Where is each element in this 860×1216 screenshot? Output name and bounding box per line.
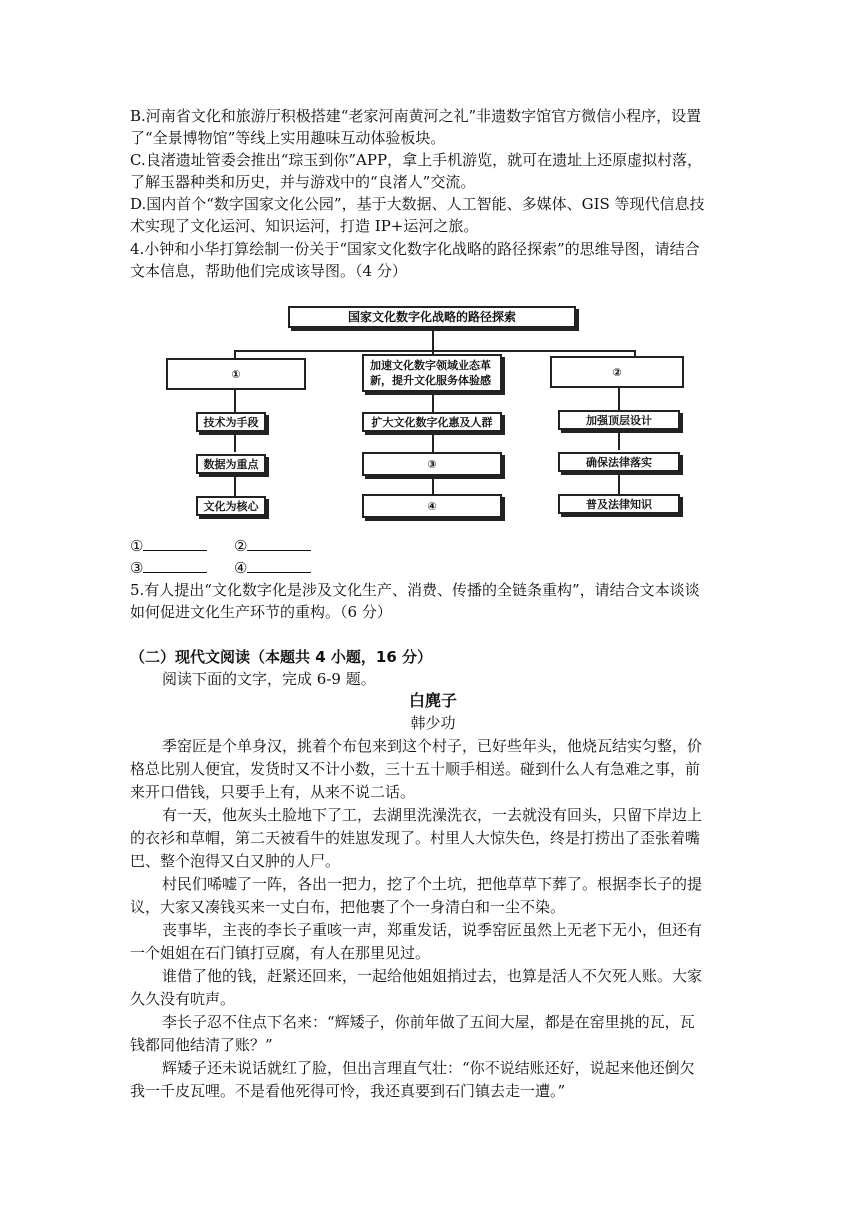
story-line: 有一天，他灰头土脸地下了工，去湖里洗澡洗衣，一去就没有回头，只留下岸边上: [162, 806, 703, 824]
option-c-line1: C.良渚遗址管委会推出“琮玉到你”APP，拿上手机游览，就可在遗址上还原虚拟村落，: [130, 151, 703, 169]
mind-map-left-head: ①: [166, 358, 306, 390]
answer-line-1[interactable]: [143, 536, 207, 551]
answer-line-2[interactable]: [247, 536, 311, 551]
mind-map-left-item-1: 技术为手段: [196, 412, 266, 432]
story-line: 谁借了他的钱，赶紧还回来，一起给他姐姐捎过去，也算是活人不欠死人账。大家: [162, 967, 703, 985]
story-line: 格总比别人便宜，发货时又不计小数，三十五十顺手相送。碰到什么人有急难之事，前: [130, 760, 701, 778]
option-d-line2: 术实现了文化运河、知识运河，打造 IP+运河之旅。: [130, 217, 479, 235]
mind-map-right-head: ②: [550, 356, 684, 388]
connector-branches: [234, 350, 634, 352]
connector-right-1: [618, 388, 620, 410]
mind-map-mid-item-2: ③: [362, 452, 502, 476]
mind-map-left-item-2: 数据为重点: [196, 454, 266, 474]
section-heading: （二）现代文阅读（本题共 4 小题，16 分）: [130, 648, 432, 666]
option-d-line1: D.国内首个“数字国家文化公园”，基于大数据、人工智能、多媒体、GIS 等现代信息技: [130, 195, 705, 213]
connector-mid-1: [432, 394, 434, 412]
connector-right-3: [618, 474, 620, 494]
story-line: 的衣衫和草帽，第二天被看牛的娃崽发现了。村里人大惊失色，终是打捞出了歪张着嘴: [130, 829, 701, 847]
answer-label-3: ③: [130, 559, 144, 577]
story-line: 李长子忍不住点下名来：“辉矮子，你前年做了五间大屋，都是在窑里挑的瓦，瓦: [162, 1013, 695, 1031]
story-line: 一个姐姐在石门镇打豆腐，有人在那里见过。: [130, 944, 431, 962]
story-author: 韩少功: [410, 714, 456, 732]
answer-label-1: ①: [130, 537, 144, 555]
connector-left-3: [234, 476, 236, 496]
option-c-line2: 了解玉器种类和历史，并与游戏中的“良渚人”交流。: [130, 173, 476, 191]
question-5-line2: 如何促进文化生产环节的重构。（6 分）: [130, 603, 392, 621]
mind-map: [160, 300, 700, 530]
story-line: 久久没有吭声。: [130, 990, 236, 1008]
mind-map-mid-item-3: ④: [362, 494, 502, 518]
story-title: 白麂子: [408, 691, 457, 710]
mind-map-right-item-1: 加强顶层设计: [558, 410, 680, 430]
story-line: 辉矮子还未说话就红了脸，但出言理直气壮：“你不说结账还好，说起来他还倒欠: [162, 1059, 695, 1077]
connector-left-1: [234, 390, 236, 412]
question-4-line1: 4.小钟和小华打算绘制一份关于“国家文化数字化战略的路径探索”的思维导图，请结合: [130, 240, 700, 258]
answer-blank-3[interactable]: [130, 558, 207, 578]
answer-blank-4[interactable]: [234, 558, 311, 578]
mind-map-mid-head: 加速文化数字领域业态革新，提升文化服务体验感: [362, 354, 502, 392]
answer-blank-1[interactable]: [130, 536, 207, 556]
mind-map-mid-item-1: 扩大文化数字化惠及人群: [362, 412, 502, 432]
story-line: 巴、整个泡得又白又肿的人尸。: [130, 852, 341, 870]
connector-mid-2: [432, 434, 434, 452]
option-b-line2: 了“全景博物馆”等线上实用趣味互动体验板块。: [130, 129, 446, 147]
story-line: 丧事毕，主丧的李长子重咳一声，郑重发话，说季窑匠虽然上无老下无小，但还有: [162, 921, 703, 939]
story-line: 钱都同他结清了账？”: [130, 1036, 273, 1054]
answer-label-4: ④: [234, 559, 248, 577]
story-line: 议，大家又凑钱买来一丈白布，把他裹了个一身清白和一尘不染。: [130, 898, 566, 916]
answer-blank-2[interactable]: [234, 536, 311, 556]
mind-map-right-item-3: 普及法律知识: [558, 494, 680, 514]
answer-line-4[interactable]: [247, 558, 311, 573]
section-instruction: 阅读下面的文字，完成 6-9 题。: [162, 670, 376, 688]
answer-label-2: ②: [234, 537, 248, 555]
connector-root: [432, 330, 434, 350]
option-b-line1: B.河南省文化和旅游厅积极搭建“老家河南黄河之礼”非遗数字馆官方微信小程序，设置: [130, 107, 702, 125]
question-4-line2: 文本信息，帮助他们完成该导图。（4 分）: [130, 262, 407, 280]
question-5-line1: 5.有人提出“文化数字化是涉及文化生产、消费、传播的全链条重构”，请结合文本谈谈: [130, 581, 700, 599]
story-line: 村民们唏嘘了一阵，各出一把力，挖了个土坑，把他草草下葬了。根据李长子的提: [162, 875, 703, 893]
answer-line-3[interactable]: [143, 558, 207, 573]
connector-right-2: [618, 432, 620, 450]
mind-map-left-item-3: 文化为核心: [196, 496, 266, 516]
connector-left: [234, 350, 236, 358]
story-line: 来开口借钱，只要手上有，从来不说二话。: [130, 783, 416, 801]
story-line: 我一千皮瓦哩。不是看他死得可怜，我还真要到石门镇去走一遭。”: [130, 1082, 566, 1100]
connector-mid-3: [432, 478, 434, 494]
mind-map-right-item-2: 确保法律落实: [558, 452, 680, 472]
story-line: 季窑匠是个单身汉，挑着个布包来到这个村子，已好些年头，他烧瓦结实匀整，价: [162, 737, 703, 755]
connector-left-2: [234, 434, 236, 452]
mind-map-root: 国家文化数字化战略的路径探索: [288, 306, 576, 328]
